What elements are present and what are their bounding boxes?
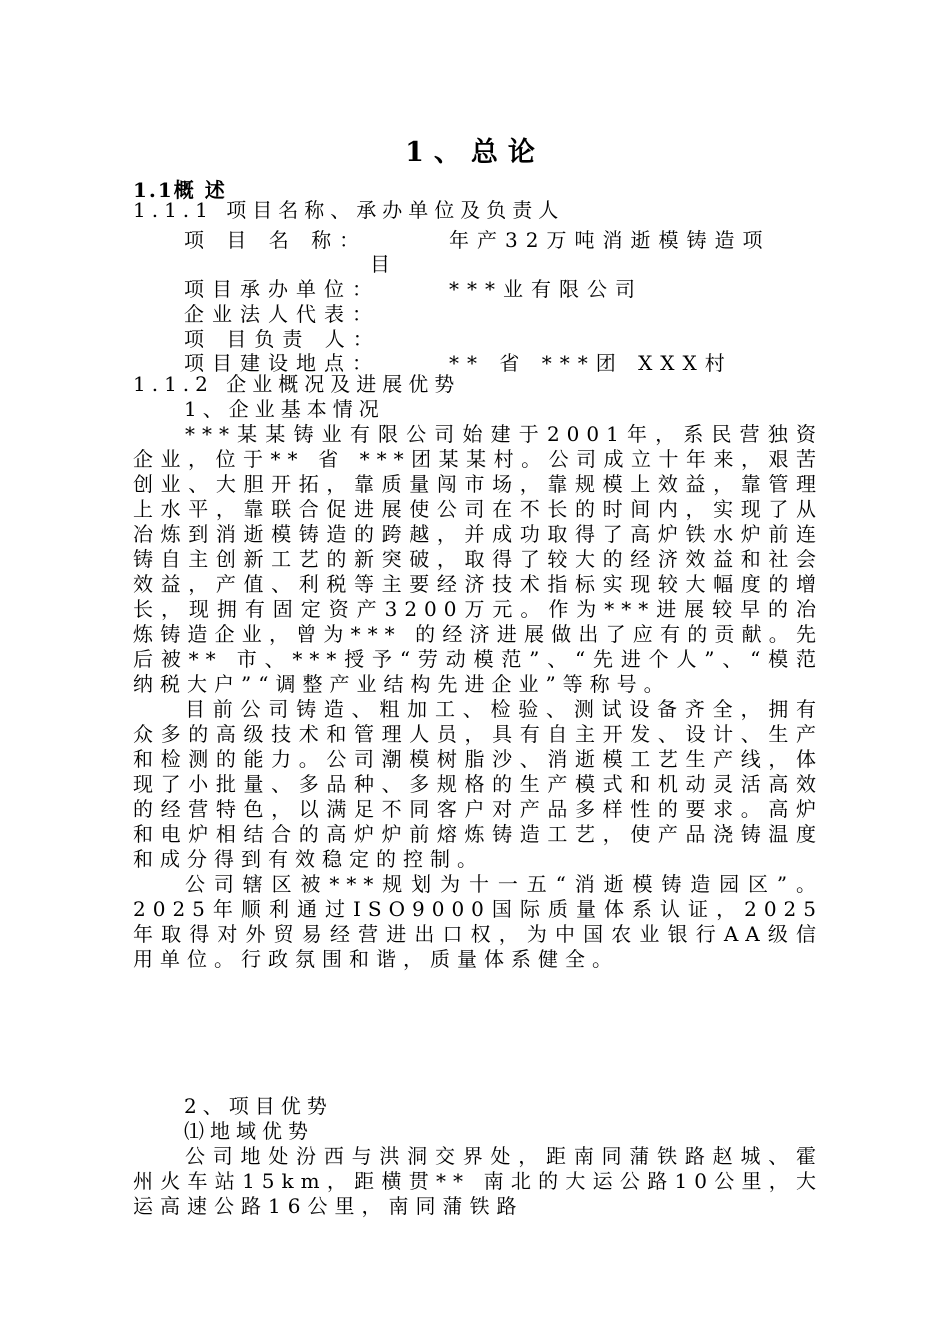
paragraph: 公司辖区被***规划为十一五“消逝模铸造园区”。2025年顺利通过ISO9000国际质量体系认证，2025年取得对外贸易经营进出口权，为中国农业银行AA级信用单位。行政氛围和谐，质量体系健全。 bbox=[133, 872, 823, 971]
info-label: 项目建设地点： bbox=[184, 351, 380, 375]
sub-heading-advantages: 2、项目优势 bbox=[184, 1094, 333, 1118]
body-text-block-2 bbox=[133, 1144, 823, 1219]
body-text-block-1 bbox=[133, 422, 823, 972]
info-label: 项目承办单位： bbox=[184, 277, 380, 301]
subsection-heading-1-1-1: 1.1.1 项目名称、承办单位及负责人 bbox=[133, 198, 565, 222]
info-value: ***业有限公司 bbox=[449, 277, 643, 301]
info-value: 目 bbox=[370, 252, 398, 276]
info-label: 项 目 名 称： bbox=[184, 228, 368, 252]
sub-heading-basic-info: 1、企业基本情况 bbox=[184, 397, 385, 421]
paragraph: 目前公司铸造、粗加工、检验、测试设备齐全，拥有众多的高级技术和管理人员，具有自主开发、设计、生产和检测的能力。公司潮模树脂沙、消逝模工艺生产线，体现了小批量、多品种、多规格的生产模式和机动灵活高效的经营特色，以满足不同客户对产品多样性的要求。高炉和电炉相结合的高炉炉前熔炼铸造工艺，使产品浇铸温度和成分得到有效稳定的控制。 bbox=[133, 697, 823, 871]
section-heading: 1.1概 述 bbox=[133, 178, 227, 202]
info-value: 年产32万吨消逝模铸造项 bbox=[449, 228, 771, 252]
info-value: ** 省 ***团 XXX村 bbox=[449, 351, 733, 375]
chapter-title: 1、总论 bbox=[405, 137, 545, 168]
paragraph: 公司地处汾西与洪洞交界处，距南同蒲铁路赵城、霍州火车站15km，距横贯** 南北的大运公路10公里，大运高速公路16公里，南同蒲铁路 bbox=[133, 1144, 823, 1218]
sub-heading-geography: ⑴地域优势 bbox=[184, 1119, 314, 1143]
info-label: 项 目负责 人： bbox=[184, 327, 381, 351]
paragraph: ***某某铸业有限公司始建于2001年，系民营独资企业，位于** 省 ***团某某村。公司成立十年来，艰苦创业、大胆开拓，靠质量闯市场，靠规模上效益，靠管理上水平，靠联合促进展使公司在不长的时间内，实现了从冶炼到消逝模铸造的跨越，并成功取得了高炉铁水炉前连铸自主创新工艺的新突破，取得了较大的经济效益和社会效益，产值、利税等主要经济技术指标实现较大幅度的增长，现拥有固定资产3200万元。作为***进展较早的冶炼铸造企业，曾为*** 的经济进展做出了应有的贡献。先后被** 市、***授予“劳动模范”、“先进个人”、“模范纳税大户”“调整产业结构先进企业”等称号。 bbox=[133, 422, 823, 696]
info-label: 企业法人代表： bbox=[184, 302, 380, 326]
subsection-heading-1-1-2: 1.1.2 企业概况及进展优势 bbox=[133, 372, 461, 396]
